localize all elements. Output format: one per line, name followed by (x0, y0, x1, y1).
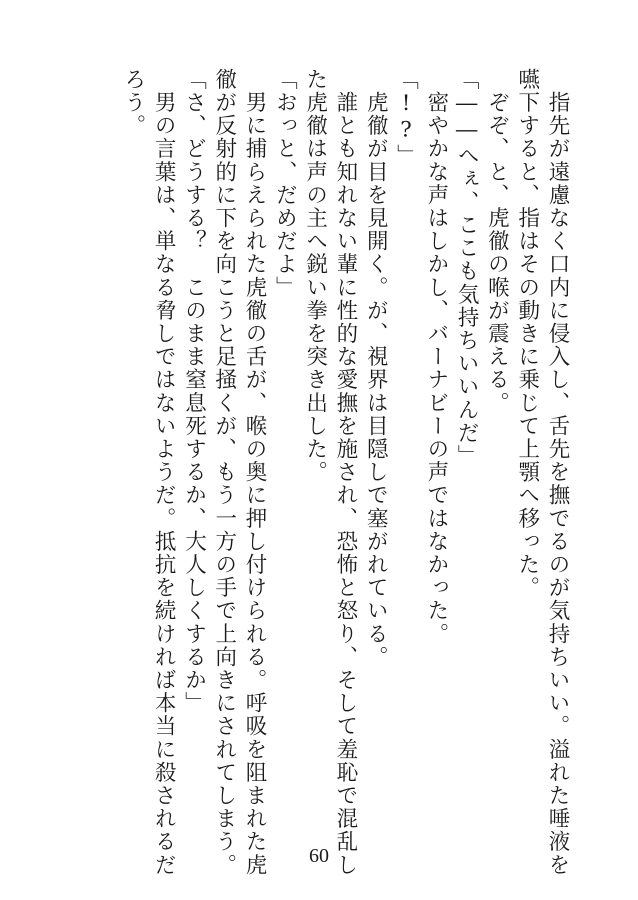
text-line: 指先が遠慮なく口内に侵入し、舌先を撫でるのが気持ちいい。溢れた唾液を (545, 68, 570, 877)
text-line: 男に捕らえられた虎徹の舌が、喉の奥に押し付けられる。呼吸を阻まれた虎 (242, 68, 268, 877)
text-line: 男の言葉は、単なる脅しではないようだ。抵抗を続ければ本当に殺されるだ (151, 68, 177, 877)
text-line: 虎徹が目を見開く。が、視界は目隠しで塞がれている。 (363, 68, 389, 669)
text-line: 密やかな声はしかし、バーナビーの声ではなかった。 (423, 68, 449, 646)
text-line: 誰とも知れない輩に性的な愛撫を施され、恐怖と怒り、そして羞恥で混乱し (332, 68, 358, 877)
text-line: 「!?」 (393, 68, 419, 168)
text-line: 「さ、どうする？ このまま窒息死するか、大人しくするか」 (181, 68, 207, 715)
text-line: 嚥下すると、指はその動きに乗じて上顎へ移った。 (514, 68, 540, 600)
vertical-text-body (118, 68, 572, 877)
text-line: ろう。 (120, 68, 146, 138)
text-line: 徹が反射的に下を向こうと足掻くが、もう一方の手で上向きにされてしまう。 (211, 68, 237, 877)
page-number: 60 (309, 845, 329, 867)
text-line: 「おっと、だめだよ」 (272, 68, 298, 299)
text-line: た虎徹は声の主へ鋭い拳を突き出した。 (302, 68, 328, 484)
text-line: 「――へぇ、ここも気持ちいいんだ」 (454, 68, 480, 468)
text-line: ぞぞ、と、虎徹の喉が震える。 (484, 68, 510, 415)
